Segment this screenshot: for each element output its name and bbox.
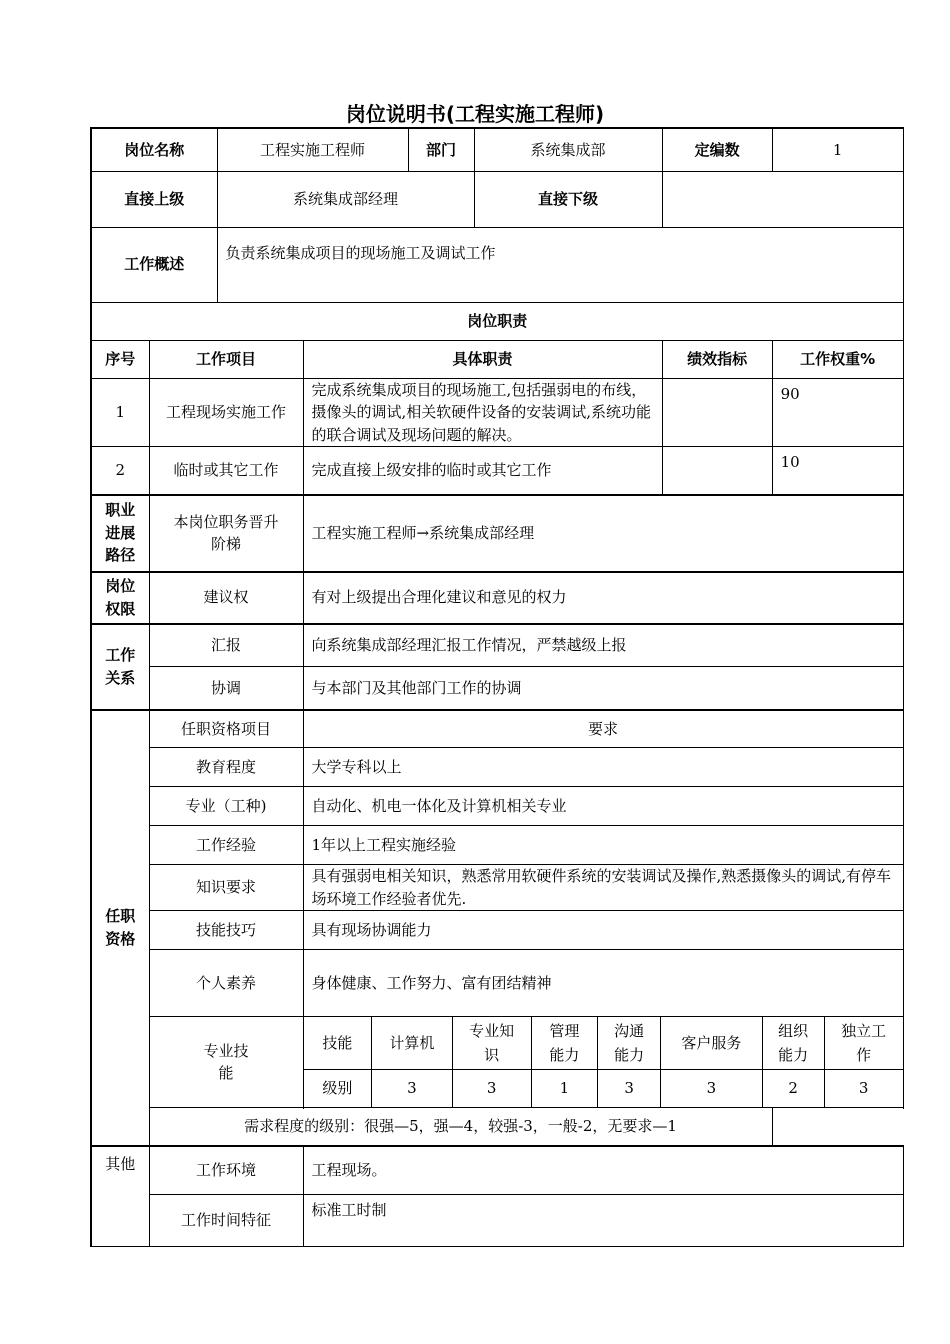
quota-label: 定编数	[662, 128, 772, 171]
work-time-label: 工作时间特征	[149, 1195, 303, 1247]
qualification-req: 具有强弱电相关知识，熟悉常用软硬件系统的安装调试及操作,熟悉摄像头的调试,有停车场环境工作经验者优先.	[303, 865, 903, 911]
relations-coord-sub: 协调	[149, 667, 303, 710]
qualification-req: 具有现场协调能力	[303, 911, 903, 950]
qualification-req: 大学专科以上	[303, 748, 903, 787]
qualification-row	[91, 950, 903, 1017]
duty-weight: 10	[772, 447, 903, 495]
duty-row	[91, 447, 903, 495]
skill-name: 客户服务	[661, 1017, 762, 1069]
relations-coord-text: 与本部门及其他部门工作的协调	[303, 667, 903, 710]
qualification-row	[91, 826, 903, 865]
skills-label	[149, 1017, 303, 1108]
work-env-value: 工程现场。	[303, 1146, 903, 1195]
duty-kpi	[662, 447, 772, 495]
duty-item: 工程现场实施工作	[149, 378, 303, 447]
authority-text: 有对上级提出合理化建议和意见的权力	[303, 572, 903, 624]
duty-detail: 完成系统集成项目的现场施工,包括强弱电的布线，摄像头的调试,相关软硬件设备的安装调试,系统功能的联合调试及现场问题的解决。	[303, 378, 662, 447]
qualification-item: 专业（工种)	[149, 787, 303, 826]
skill-header-label: 技能	[304, 1017, 372, 1069]
subordinate-label: 直接下级	[474, 171, 662, 227]
skill-level: 3	[661, 1069, 762, 1107]
duties-col-weight: 工作权重%	[772, 340, 903, 378]
job-description-table	[90, 127, 904, 1247]
duties-col-item: 工作项目	[149, 340, 303, 378]
duty-item: 临时或其它工作	[149, 447, 303, 495]
position-name-label: 岗位名称	[91, 128, 217, 171]
duties-col-no: 序号	[91, 340, 149, 378]
relations-report-sub: 汇报	[149, 624, 303, 667]
other-label: 其他	[91, 1146, 149, 1247]
skill-level: 3	[598, 1069, 661, 1107]
relations-report-text: 向系统集成部经理汇报工作情况，严禁越级上报	[303, 624, 903, 667]
skills-matrix	[304, 1017, 903, 1107]
skill-level-label: 级别	[304, 1069, 372, 1107]
qualification-item: 技能技巧	[149, 911, 303, 950]
relations-label: 工作关系	[91, 624, 149, 710]
superior-value: 系统集成部经理	[217, 171, 474, 227]
skill-name: 专业知识	[452, 1017, 531, 1069]
qualification-row	[91, 865, 903, 911]
career-label: 职业进展路径	[91, 495, 149, 572]
qualification-label: 任职资格	[91, 710, 149, 1146]
qualification-item: 知识要求	[149, 865, 303, 911]
overview-label: 工作概述	[91, 227, 217, 302]
duty-weight: 90	[772, 378, 903, 447]
duty-no: 2	[91, 447, 149, 495]
duty-kpi	[662, 378, 772, 447]
skills-matrix-cell	[303, 1017, 903, 1108]
skill-name: 组织能力	[762, 1017, 824, 1069]
skill-name: 独立工作	[824, 1017, 902, 1069]
page-title: 岗位说明书(工程实施工程师)	[345, 102, 605, 126]
qualification-row	[91, 911, 903, 950]
skill-name: 计算机	[372, 1017, 452, 1069]
department-value: 系统集成部	[474, 128, 662, 171]
work-time-value: 标准工时制	[303, 1195, 903, 1247]
qualification-item: 工作经验	[149, 826, 303, 865]
duties-title: 岗位职责	[91, 302, 903, 340]
duty-no: 1	[91, 378, 149, 447]
career-text: 工程实施工程师→系统集成部经理	[303, 495, 903, 572]
quota-value: 1	[772, 128, 903, 171]
skill-level: 2	[762, 1069, 824, 1107]
qualification-col-item: 任职资格项目	[149, 710, 303, 748]
skill-level: 3	[372, 1069, 452, 1107]
work-env-label: 工作环境	[149, 1146, 303, 1195]
subordinate-value	[662, 171, 903, 227]
qualification-row	[91, 787, 903, 826]
skill-level: 3	[824, 1069, 902, 1107]
skill-level: 1	[531, 1069, 597, 1107]
department-label: 部门	[408, 128, 474, 171]
overview-text: 负责系统集成项目的现场施工及调试工作	[217, 227, 903, 302]
authority-label: 岗位权限	[91, 572, 149, 624]
skill-name: 沟通能力	[598, 1017, 661, 1069]
qualification-row	[91, 748, 903, 787]
duties-col-detail: 具体职责	[303, 340, 662, 378]
qualification-req: 身体健康、工作努力、富有团结精神	[303, 950, 903, 1017]
position-name-value: 工程实施工程师	[217, 128, 408, 171]
qualification-item: 教育程度	[149, 748, 303, 787]
career-sub: 本岗位职务晋升阶梯	[149, 495, 303, 572]
skills-label-text: 专业技能	[203, 1041, 249, 1082]
qualification-item: 个人素养	[149, 950, 303, 1017]
duties-col-kpi: 绩效指标	[662, 340, 772, 378]
duty-detail: 完成直接上级安排的临时或其它工作	[303, 447, 662, 495]
skill-name: 管理能力	[531, 1017, 597, 1069]
duty-row	[91, 378, 903, 447]
skills-note: 需求程度的级别：很强—5，强—4，较强-3，一般-2，无要求—1	[149, 1108, 772, 1146]
skill-level: 3	[452, 1069, 531, 1107]
qualification-req: 自动化、机电一体化及计算机相关专业	[303, 787, 903, 826]
superior-label: 直接上级	[91, 171, 217, 227]
qualification-req: 1年以上工程实施经验	[303, 826, 903, 865]
authority-sub: 建议权	[149, 572, 303, 624]
qualification-col-req: 要求	[303, 710, 903, 748]
